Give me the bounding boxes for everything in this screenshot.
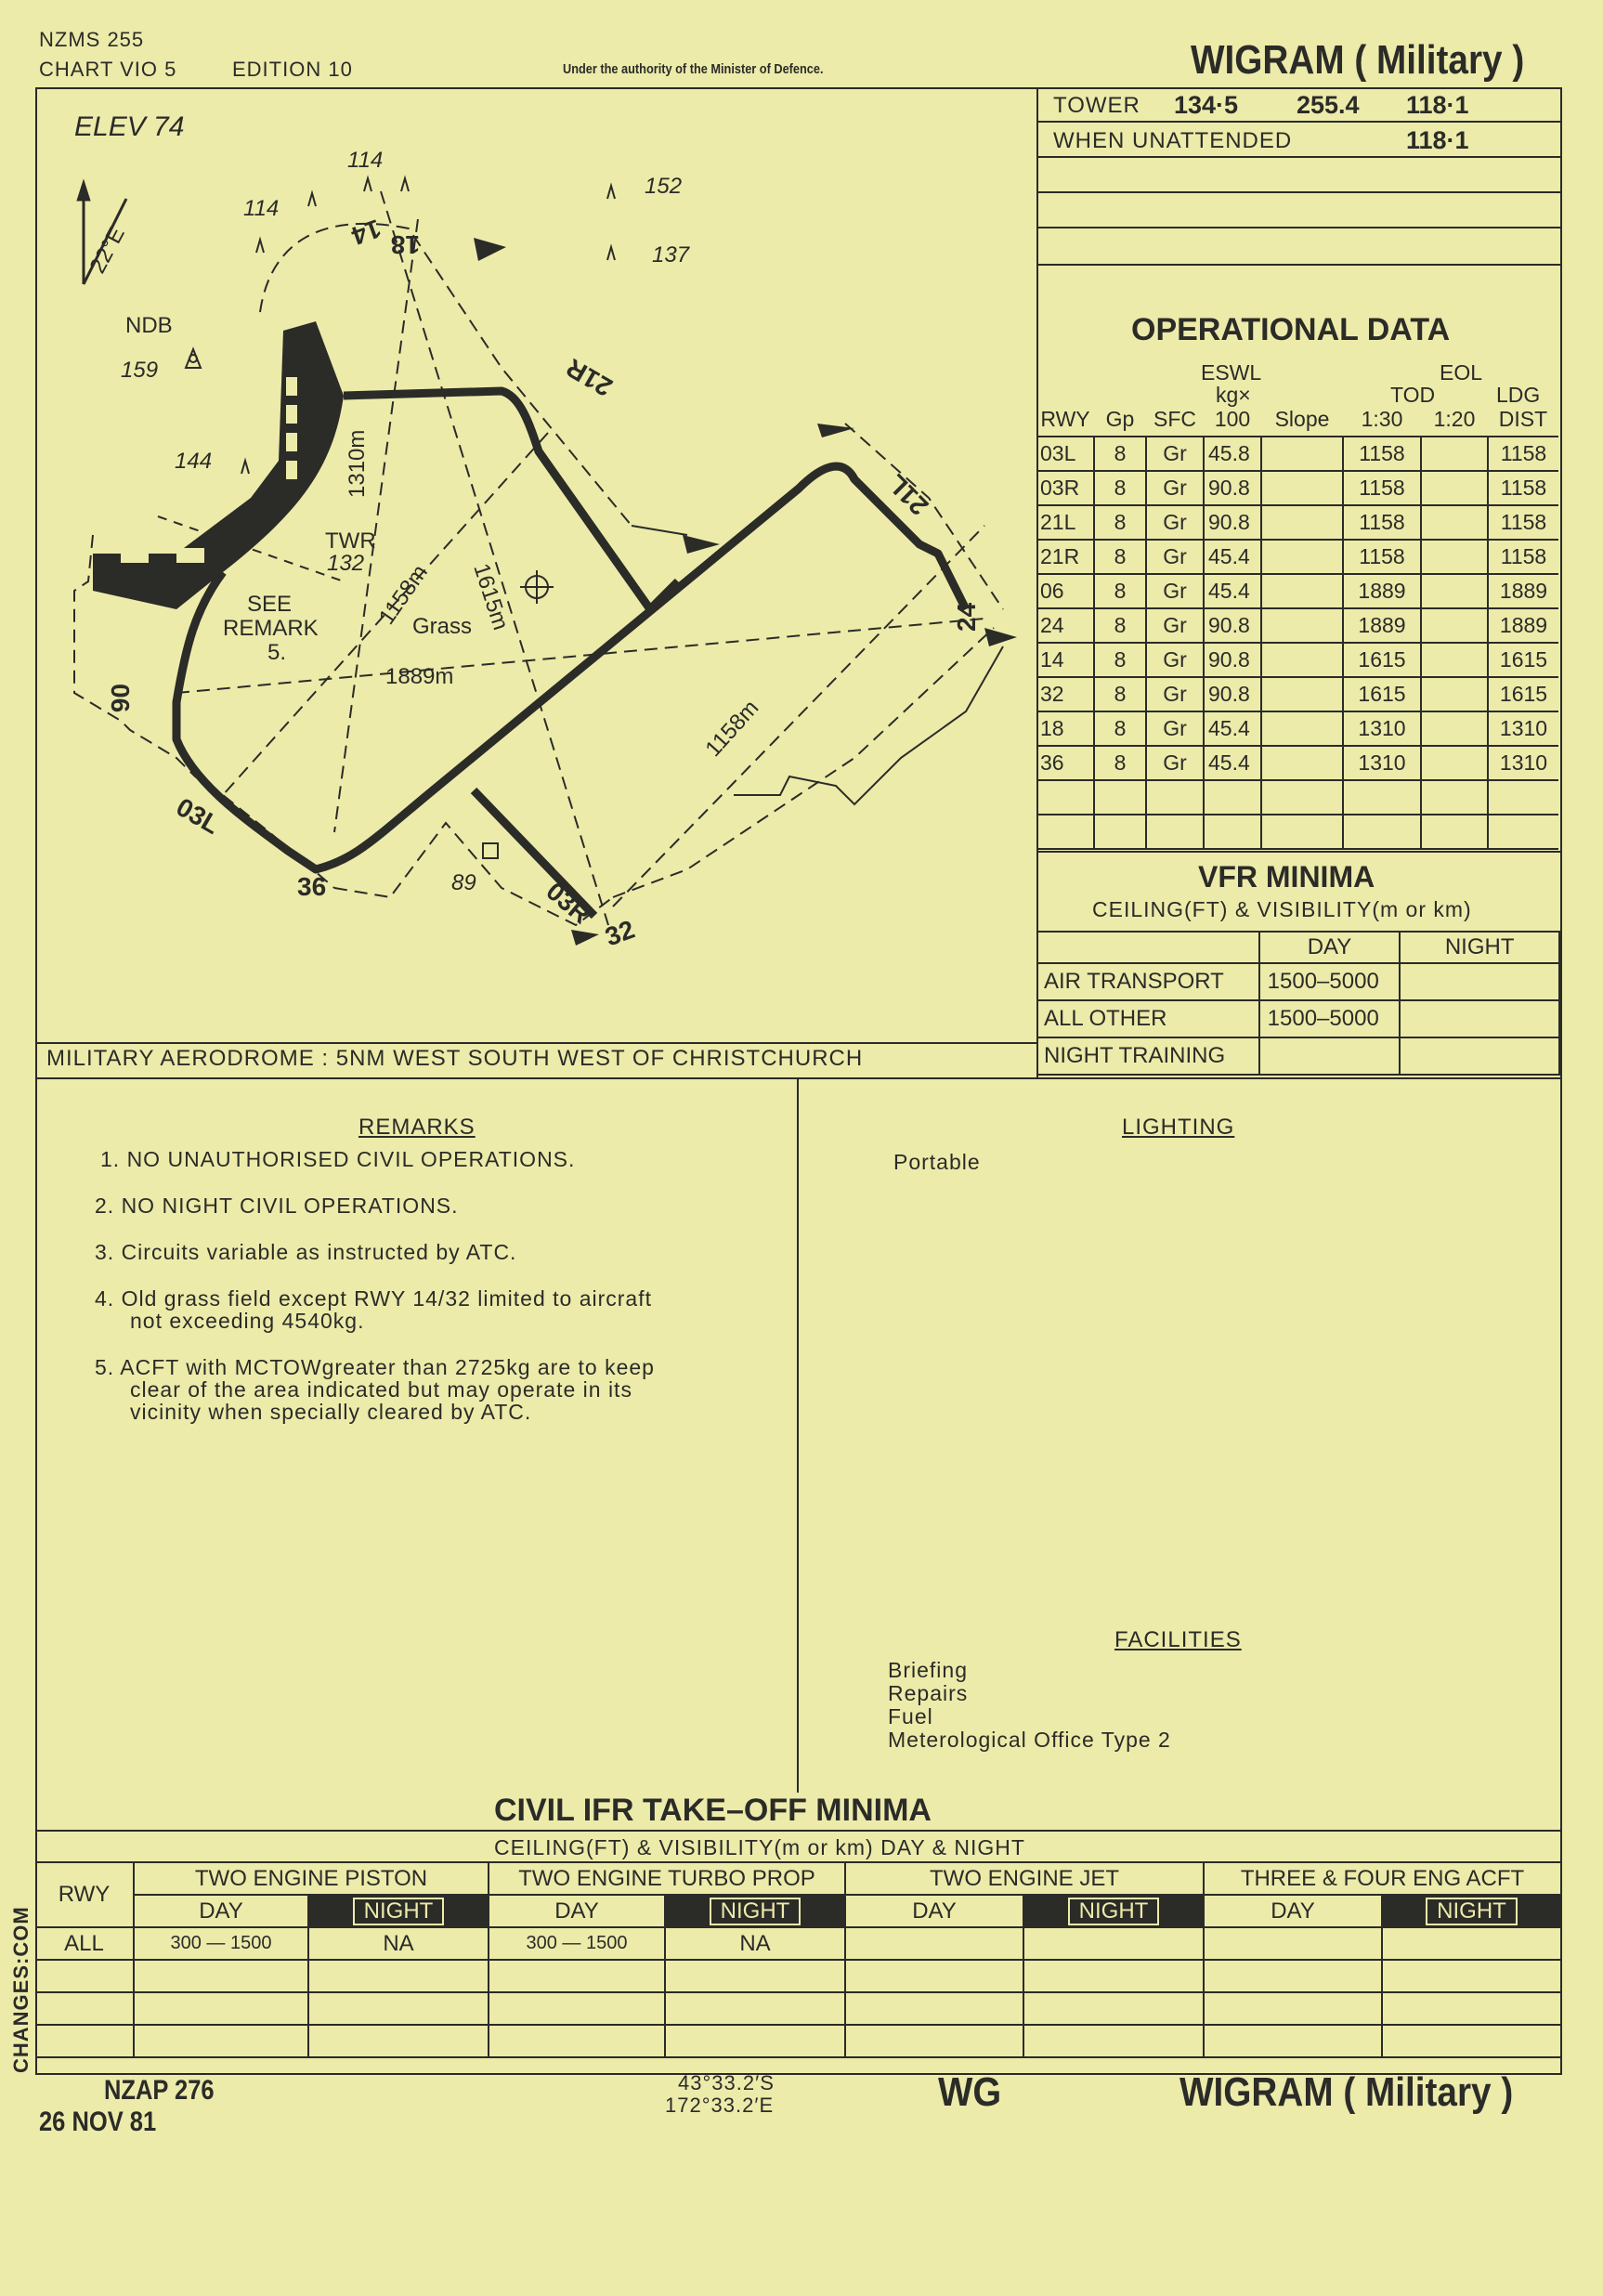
operational-cell-eol (1421, 437, 1488, 471)
operational-cell-sfc: Gr (1146, 471, 1204, 505)
vfr-row-label: AIR TRANSPORT (1036, 963, 1259, 1000)
col-eol: 1:20 (1433, 407, 1476, 431)
ifr-cell (1382, 1927, 1560, 1960)
operational-row (1036, 437, 1558, 471)
operational-cell-rwy: 14 (1036, 643, 1094, 677)
obstacle-elevation: 89 (451, 870, 476, 895)
aerodrome-map (37, 89, 1035, 1040)
tower-freq-1: 134·5 (1174, 91, 1239, 119)
runway-label: 21L (881, 468, 934, 521)
chart-line: CHART VIO 5 (39, 58, 177, 81)
operational-cell-gp: 8 (1094, 711, 1146, 746)
operational-cell-eswl: 45.4 (1204, 574, 1261, 608)
operational-cell-eswl: 45.4 (1204, 540, 1261, 574)
facility-item: Briefing (888, 1658, 968, 1682)
remark-item: 3. Circuits variable as instructed by ATC. (95, 1240, 517, 1264)
operational-row (1036, 505, 1558, 540)
operational-table (1036, 403, 1558, 850)
operational-cell-ldg: 1310 (1488, 746, 1558, 780)
remark-item: 4. Old grass field except RWY 14/32 limited to aircraft (95, 1286, 653, 1311)
ifr-cell: NA (665, 1927, 845, 1960)
operational-cell-rwy: 32 (1036, 677, 1094, 711)
operational-row (1036, 608, 1558, 643)
obstacle-elevation: 114 (347, 148, 384, 173)
remark-item: not exceeding 4540kg. (130, 1309, 365, 1333)
distance-label: 1310m (345, 429, 370, 498)
ifr-cell (1204, 1927, 1382, 1960)
operational-cell-tod: 1158 (1343, 540, 1421, 574)
operational-cell-sfc: Gr (1146, 540, 1204, 574)
operational-cell-rwy: 24 (1036, 608, 1094, 643)
operational-cell-sfc: Gr (1146, 574, 1204, 608)
ifr-night-header: NIGHT (1426, 1898, 1518, 1925)
operational-cell-sfc: Gr (1146, 746, 1204, 780)
longitude: 172°33.2′E (665, 2094, 775, 2117)
operational-cell-rwy: 21R (1036, 540, 1094, 574)
operational-cell-gp: 8 (1094, 471, 1146, 505)
operational-cell-eol (1421, 540, 1488, 574)
operational-cell-rwy: 03R (1036, 471, 1094, 505)
col-gp: Gp (1105, 407, 1135, 431)
authority-note: Under the authority of the Minister of Defence. (563, 61, 824, 77)
facilities-title: FACILITIES (1114, 1627, 1242, 1652)
col-rwy: RWY (1040, 407, 1090, 431)
operational-cell-eswl: 45.4 (1204, 711, 1261, 746)
ifr-table (35, 1861, 1560, 2058)
ifr-group-header: THREE & FOUR ENG ACFT (1204, 1862, 1560, 1895)
facilities-list (888, 1659, 1171, 1752)
operational-cell-slope (1261, 746, 1343, 780)
runway-label: 03R (541, 876, 596, 930)
runway-label: 18 (390, 230, 420, 259)
facility-item: Repairs (888, 1681, 969, 1705)
obstacle-elevation: 144 (175, 449, 213, 474)
operational-row (1036, 746, 1558, 780)
footer-title: WIGRAM ( Military ) (1179, 2069, 1514, 2115)
tower-elevation: 132 (327, 551, 365, 576)
col-eswl: 100 (1214, 407, 1251, 431)
runway-label: 03L (171, 792, 225, 840)
see-remark: REMARK (223, 616, 319, 641)
operational-cell-sfc: Gr (1146, 643, 1204, 677)
edition: EDITION 10 (232, 58, 353, 81)
operational-cell-gp: 8 (1094, 540, 1146, 574)
operational-cell-slope (1261, 677, 1343, 711)
operational-cell-rwy: 03L (1036, 437, 1094, 471)
operational-cell-slope (1261, 437, 1343, 471)
remark-item: 2. NO NIGHT CIVIL OPERATIONS. (95, 1194, 459, 1218)
nzap-number: NZAP 276 (104, 2075, 215, 2106)
operational-cell-ldg: 1615 (1488, 677, 1558, 711)
operational-cell-slope (1261, 505, 1343, 540)
operational-cell-tod: 1310 (1343, 711, 1421, 746)
vfr-row-night (1400, 1000, 1559, 1037)
runway-label: 06 (106, 684, 135, 713)
operational-cell-rwy: 06 (1036, 574, 1094, 608)
ifr-group-header: TWO ENGINE TURBO PROP (489, 1862, 845, 1895)
ifr-day-header: DAY (489, 1895, 665, 1927)
chart-id: NZMS 255 (39, 28, 145, 51)
ifr-cell: ALL (35, 1927, 134, 1960)
runway-label: 36 (297, 872, 327, 901)
operational-cell-sfc: Gr (1146, 608, 1204, 643)
operational-cell-ldg: 1615 (1488, 643, 1558, 677)
operational-row (1036, 471, 1558, 505)
operational-cell-slope (1261, 471, 1343, 505)
ifr-day-header: DAY (134, 1895, 308, 1927)
operational-cell-eol (1421, 677, 1488, 711)
latitude: 43°33.2′S (678, 2071, 775, 2094)
elevation-label: ELEV 74 (74, 111, 185, 142)
operational-cell-gp: 8 (1094, 746, 1146, 780)
operational-cell-ldg: 1158 (1488, 437, 1558, 471)
operational-cell-rwy: 18 (1036, 711, 1094, 746)
operational-cell-gp: 8 (1094, 643, 1146, 677)
ifr-group-header: TWO ENGINE PISTON (134, 1862, 489, 1895)
operational-cell-eswl: 90.8 (1204, 677, 1261, 711)
operational-cell-tod: 1615 (1343, 643, 1421, 677)
unattended-freq: 118·1 (1406, 126, 1469, 154)
chart-date: 26 NOV 81 (39, 2107, 157, 2137)
ifr-night-header: NIGHT (353, 1898, 445, 1925)
vfr-row-day: 1500–5000 (1259, 963, 1401, 1000)
col-slope: Slope (1274, 407, 1330, 431)
vfr-row-label: NIGHT TRAINING (1036, 1037, 1259, 1075)
variation-label: 22°E (85, 222, 130, 278)
operational-cell-slope (1261, 574, 1343, 608)
operational-cell-ldg: 1889 (1488, 574, 1558, 608)
operational-row (1036, 574, 1558, 608)
divider (35, 1042, 1038, 1044)
operational-cell-ldg: 1310 (1488, 711, 1558, 746)
remark-item: 1. NO UNAUTHORISED CIVIL OPERATIONS. (100, 1147, 576, 1171)
operational-cell-eol (1421, 746, 1488, 780)
operational-cell-eswl: 45.4 (1204, 746, 1261, 780)
frequency-panel (1036, 87, 1560, 267)
location-note: MILITARY AERODROME : 5NM WEST SOUTH WEST OF CHRISTCHURCH (46, 1046, 864, 1071)
ifr-day-header: DAY (845, 1895, 1023, 1927)
operational-row (1036, 677, 1558, 711)
obstacle-elevation: 152 (645, 174, 683, 199)
distance-label: 1158m (700, 695, 764, 763)
ifr-rwy-header: RWY (35, 1862, 134, 1927)
obstacle-elevation: 137 (652, 242, 690, 267)
distance-label: 1158m (373, 560, 433, 630)
tower-freq-3: 118·1 (1406, 91, 1469, 119)
vfr-title: VFR MINIMA (1198, 860, 1375, 894)
operational-cell-eswl: 90.8 (1204, 643, 1261, 677)
ifr-subtitle: CEILING(FT) & VISIBILITY(m or km) DAY & NIGHT (494, 1835, 1025, 1859)
operational-cell-sfc: Gr (1146, 677, 1204, 711)
operational-cell-tod: 1158 (1343, 505, 1421, 540)
operational-cell-eol (1421, 643, 1488, 677)
operational-cell-tod: 1310 (1343, 746, 1421, 780)
operational-cell-gp: 8 (1094, 574, 1146, 608)
operational-title: OPERATIONAL DATA (1131, 312, 1451, 347)
operational-cell-eol (1421, 608, 1488, 643)
vfr-row-night (1400, 1037, 1559, 1075)
operational-cell-sfc: Gr (1146, 437, 1204, 471)
ndb-label: NDB (125, 313, 173, 338)
see-remark: 5. (267, 640, 287, 665)
operational-cell-rwy: 21L (1036, 505, 1094, 540)
vfr-subtitle: CEILING(FT) & VISIBILITY(m or km) (1092, 897, 1472, 921)
operational-row (1036, 540, 1558, 574)
ifr-night-header: NIGHT (1068, 1898, 1160, 1925)
vfr-row-day (1259, 1037, 1401, 1075)
operational-cell-ldg: 1158 (1488, 471, 1558, 505)
operational-cell-ldg: 1158 (1488, 540, 1558, 574)
operational-cell-gp: 8 (1094, 608, 1146, 643)
ndb-icon (186, 349, 201, 368)
ifr-day-header: DAY (1204, 1895, 1382, 1927)
facility-item: Fuel (888, 1704, 933, 1729)
eol-header: EOL (1440, 360, 1483, 385)
operational-cell-ldg: 1158 (1488, 505, 1558, 540)
tod-header: TOD (1390, 383, 1436, 407)
vfr-day: DAY (1259, 932, 1401, 963)
changes-label: CHANGES:COM (9, 1906, 33, 2073)
lighting-title: LIGHTING (1122, 1115, 1235, 1140)
operational-cell-gp: 8 (1094, 505, 1146, 540)
runway-label: 14 (347, 214, 385, 251)
remark-item: 5. ACFT with MCTOWgreater than 2725kg are to keep (95, 1355, 655, 1379)
operational-cell-eswl: 45.8 (1204, 437, 1261, 471)
ldg-header: LDG (1496, 383, 1541, 407)
eswl-header: ESWL (1201, 360, 1262, 385)
operational-cell-slope (1261, 711, 1343, 746)
remark-item: clear of the area indicated but may operate in its (130, 1377, 632, 1402)
col-ldg: DIST (1498, 407, 1548, 431)
operational-cell-gp: 8 (1094, 677, 1146, 711)
tower-label: TWR (325, 528, 376, 554)
operational-cell-gp: 8 (1094, 437, 1146, 471)
ifr-cell: 300 — 1500 (489, 1927, 665, 1960)
operational-cell-slope (1261, 643, 1343, 677)
ifr-group-header: TWO ENGINE JET (845, 1862, 1204, 1895)
operational-cell-eol (1421, 471, 1488, 505)
operational-cell-eol (1421, 574, 1488, 608)
page-title: WIGRAM ( Military ) (1191, 37, 1525, 83)
operational-cell-eswl: 90.8 (1204, 608, 1261, 643)
vfr-row-label: ALL OTHER (1036, 1000, 1259, 1037)
tower-freq-2: 255.4 (1297, 91, 1360, 119)
runway-label: 24 (952, 602, 981, 632)
distance-label: 1889m (385, 664, 454, 689)
see-remark: SEE (247, 592, 293, 617)
ndb-elevation: 159 (121, 358, 159, 383)
operational-row (1036, 643, 1558, 677)
operational-cell-slope (1261, 608, 1343, 643)
ifr-title: CIVIL IFR TAKE–OFF MINIMA (494, 1793, 932, 1828)
runway-label: 32 (601, 914, 639, 952)
operational-cell-rwy: 36 (1036, 746, 1094, 780)
vfr-night: NIGHT (1400, 932, 1559, 963)
unattended-label: WHEN UNATTENDED (1053, 128, 1293, 153)
col-sfc: SFC (1153, 407, 1196, 431)
ifr-night-header: NIGHT (710, 1898, 802, 1925)
vfr-row-day: 1500–5000 (1259, 1000, 1401, 1037)
operational-cell-eol (1421, 711, 1488, 746)
operational-cell-eswl: 90.8 (1204, 471, 1261, 505)
vfr-row-night (1400, 963, 1559, 1000)
operational-cell-ldg: 1889 (1488, 608, 1558, 643)
grass-label: Grass (412, 614, 473, 639)
operational-cell-tod: 1889 (1343, 608, 1421, 643)
operational-cell-sfc: Gr (1146, 711, 1204, 746)
obstacle-elevation: 114 (243, 196, 280, 221)
ifr-cell (1023, 1927, 1204, 1960)
operational-cell-tod: 1615 (1343, 677, 1421, 711)
kg-header: kg× (1216, 383, 1251, 407)
runway-label: 21R (561, 353, 618, 402)
ifr-cell: NA (308, 1927, 489, 1960)
facility-item: Meterological Office Type 2 (888, 1728, 1171, 1752)
distance-label: 1615m (468, 560, 514, 633)
operational-cell-eol (1421, 505, 1488, 540)
location-code: WG (938, 2069, 1002, 2115)
ifr-cell: 300 — 1500 (134, 1927, 308, 1960)
ifr-cell (845, 1927, 1023, 1960)
operational-row (1036, 711, 1558, 746)
operational-cell-tod: 1158 (1343, 471, 1421, 505)
operational-cell-tod: 1158 (1343, 437, 1421, 471)
remark-item: vicinity when specially cleared by ATC. (130, 1400, 532, 1424)
operational-cell-sfc: Gr (1146, 505, 1204, 540)
operational-cell-tod: 1889 (1343, 574, 1421, 608)
remarks-title: REMARKS (358, 1115, 476, 1140)
col-tod: 1:30 (1361, 407, 1403, 431)
vfr-table (1036, 931, 1560, 1076)
operational-cell-eswl: 90.8 (1204, 505, 1261, 540)
tower-label: TOWER (1053, 93, 1140, 118)
operational-cell-slope (1261, 540, 1343, 574)
divider (797, 1077, 799, 1793)
lighting-text: Portable (893, 1150, 981, 1174)
